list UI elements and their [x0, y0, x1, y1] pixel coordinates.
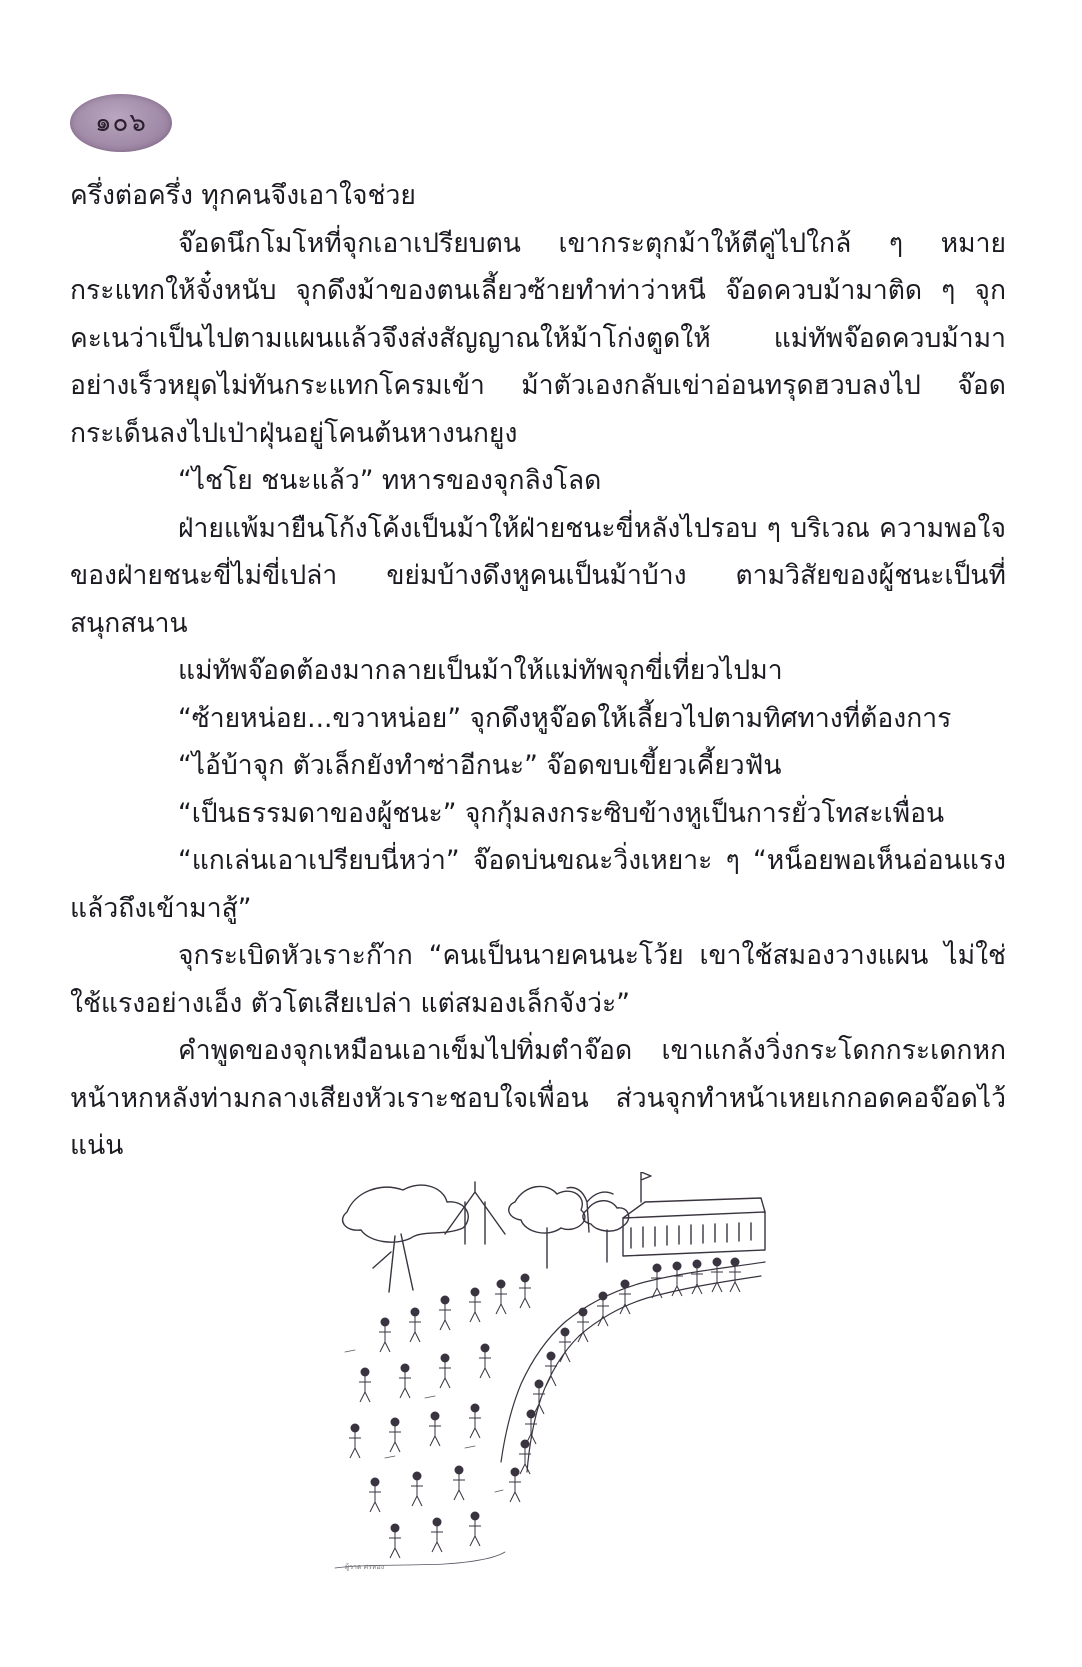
paragraph: จ๊อดนึกโมโหที่จุกเอาเปรียบตน เขากระตุกม้าให้ตีคู่ไปใกล้ ๆ หมายกระแทกให้จั๋งหนับ จุกดึงม้าของตนเลี้ยวซ้ายทำท่าว่าหนี จ๊อดควบม้ามาติด ๆ จุกคะเนว่าเป็นไปตามแผนแล้วจึงส่งสัญญาณให้ม้าโก่งตูดให้ แม่ทัพจ๊อดควบม้ามาอย่างเร็วหยุดไม่ทันกระแทกโครมเข้า ม้าตัวเองกลับเข่าอ่อนทรุดฮวบลงไป จ๊อดกระเด็นลงไปเป่าฝุ่นอยู่โคนต้นหางนกยูง	[70, 227, 1006, 449]
children-group	[349, 1258, 741, 1558]
page-number: ๑๐๖	[95, 108, 147, 138]
paragraph: ฝ่ายแพ้มายืนโก้งโค้งเป็นม้าให้ฝ่ายชนะขี่หลังไปรอบ ๆ บริเวณ ความพอใจของฝ่ายชนะขี่ไม่ขี่เปล่า ขย่มบ้างดึงหูคนเป็นม้าบ้าง ตามวิสัยของผู้ชนะเป็นที่สนุกสนาน	[70, 512, 1006, 639]
paragraph: ครึ่งต่อครึ่ง ทุกคนจึงเอาใจช่วย	[70, 180, 416, 211]
paragraph: คำพูดของจุกเหมือนเอาเข็มไปทิ่มตำจ๊อด เขาแกล้งวิ่งกระโดกกระเดกหกหน้าหกหลังท่ามกลางเสียงหัวเราะชอบใจเพื่อน ส่วนจุกทำหน้าเหยเกกอดคอจ๊อดไว้แน่น	[70, 1035, 1006, 1161]
paragraph: แม่ทัพจ๊อดต้องมากลายเป็นม้าให้แม่ทัพจุกขี่เที่ยวไปมา	[178, 655, 783, 686]
paragraph: “ซ้ายหน่อย...ขวาหน่อย” จุกดึงหูจ๊อดให้เลี้ยวไปตามทิศทางที่ต้องการ	[178, 702, 952, 734]
body-text	[70, 172, 1006, 1170]
paragraph: “ไอ้บ้าจุก ตัวเล็กยังทำซ่าอีกนะ” จ๊อดขบเขี้ยวเคี้ยวฟัน	[178, 750, 782, 781]
schoolyard-illustration	[325, 1172, 769, 1578]
paragraph: จุกระเบิดหัวเราะก๊าก “คนเป็นนายคนนะโว้ย เขาใช้สมองวางแผน ไม่ใช่ใช้แรงอย่างเอ็ง ตัวโตเสียเปล่า แต่สมองเล็กจังว่ะ”	[70, 940, 1006, 1019]
illustration-credit: ผู้วาด ศรทอง	[345, 1563, 385, 1571]
paragraph: “แกเล่นเอาเปรียบนี่หว่า” จ๊อดบ่นขณะวิ่งเหยาะ ๆ “หน็อยพอเห็นอ่อนแรงแล้วถึงเข้ามาสู้”	[70, 845, 1006, 924]
page-number-badge	[70, 94, 172, 152]
paragraph: “เป็นธรรมดาของผู้ชนะ” จุกกุ้มลงกระซิบข้างหูเป็นการยั่วโทสะเพื่อน	[178, 797, 945, 829]
paragraph: “ไชโย ชนะแล้ว” ทหารของจุกลิงโลด	[178, 465, 602, 496]
